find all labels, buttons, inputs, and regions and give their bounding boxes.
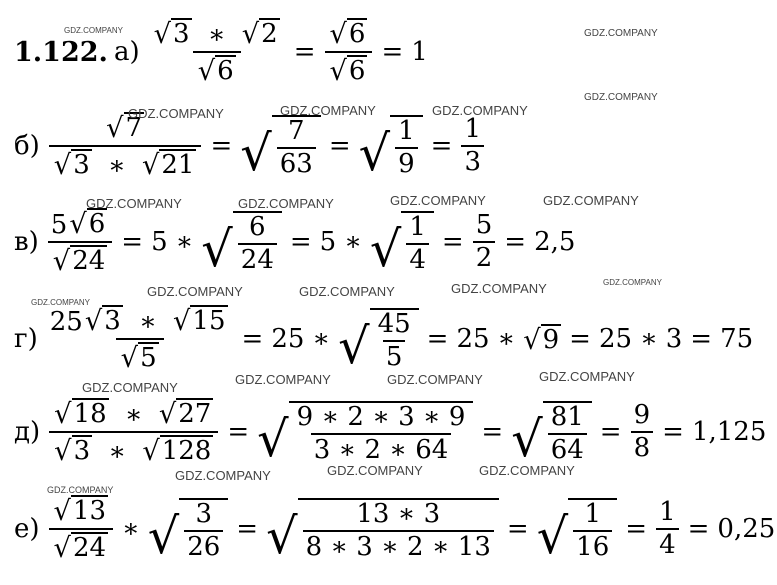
- row-e: е) √ 13 √ 24 ∗ √ $\frac{3}{26}$ = √ $\frac{13 ∗ 3}{8 ∗ 3 ∗ 2 ∗ 13}$ = √ $\frac{1}{16}$ = $\frac{1}{4}$ = 0,25: [14, 496, 776, 565]
- label-v: в): [14, 227, 39, 258]
- watermark: GDZ.COMPANY: [451, 281, 547, 296]
- fraction: √ 7 √ 3 ∗ √ 21: [49, 112, 202, 181]
- watermark: GDZ.COMPANY: [86, 196, 182, 211]
- fraction: 25 √ 3 ∗ √ 15 √ 5: [49, 306, 226, 375]
- watermark: GDZ.COMPANY: [238, 196, 334, 211]
- row-d: д) √ 18 ∗ √ 27 √ 3 ∗ √ 128 = √ $\frac{9 ∗ 2 ∗ 3 ∗ 9}{3 ∗ 2 ∗ 64}$ = √ $\frac{81}{64}$ = $\frac{9}{8}$ = 1,125: [14, 399, 767, 468]
- watermark: GDZ.COMPANY: [390, 193, 486, 208]
- watermark: GDZ.COMPANY: [31, 298, 90, 307]
- watermark: GDZ.COMPANY: [432, 103, 528, 118]
- fraction: 5 √ 6 √ 24: [48, 208, 113, 277]
- fraction: √ 3 ∗ √ 2 √ 6: [153, 19, 278, 88]
- problem-number: 1.122.: [14, 36, 108, 68]
- row-a: 1.122. а) √ 3 ∗ √ 2 √ 6 = √ 6 √ 6 = 1: [14, 19, 428, 88]
- watermark: GDZ.COMPANY: [387, 372, 483, 387]
- watermark: GDZ.COMPANY: [47, 485, 114, 495]
- result-e: 0,25: [717, 514, 776, 545]
- result-g: 75: [720, 324, 754, 355]
- result-a: 1: [411, 37, 428, 68]
- watermark: GDZ.COMPANY: [128, 106, 224, 121]
- label-d: д): [14, 417, 41, 448]
- sqrt: √ 3: [153, 19, 190, 50]
- watermark: GDZ.COMPANY: [584, 92, 658, 103]
- label-b: б): [14, 131, 40, 162]
- sqrt: √ 2: [241, 19, 278, 50]
- sqrt: √ $\frac{7}{63}$: [240, 115, 321, 179]
- watermark: GDZ.COMPANY: [584, 28, 658, 39]
- fraction: $\frac{1}{3}$: [461, 116, 484, 177]
- watermark: GDZ.COMPANY: [147, 284, 243, 299]
- sqrt: √ $\frac{1}{9}$: [359, 115, 423, 179]
- label-g: г): [14, 324, 38, 355]
- watermark: GDZ.COMPANY: [327, 463, 423, 478]
- sqrt: √ 6: [197, 56, 234, 88]
- watermark: GDZ.COMPANY: [603, 278, 662, 287]
- row-g: г) 25 √ 3 ∗ √ 15 √ 5 = 25 ∗ √ $\frac{45}{5}$ = 25 ∗ √ 9 = 25 ∗ 3 = 75: [14, 306, 754, 375]
- fraction: √ 13 √ 24: [49, 495, 114, 564]
- watermark: GDZ.COMPANY: [479, 463, 575, 478]
- row-v: в) 5 √ 6 √ 24 = 5 ∗ √ $\frac{6}{24}$ = 5 ∗ √ $\frac{1}{4}$ = $\frac{5}{2}$ = 2,5: [14, 209, 576, 278]
- row-b: б) √ 7 √ 3 ∗ √ 21 = √ $\frac{7}{63}$ = √ $\frac{1}{9}$ = $\frac{1}{3}$: [14, 112, 487, 181]
- label-e: е): [14, 514, 40, 545]
- watermark: GDZ.COMPANY: [235, 372, 331, 387]
- fraction: √ 18 ∗ √ 27 √ 3 ∗ √ 128: [49, 398, 218, 467]
- fraction: √ 6 √ 6: [325, 18, 373, 87]
- watermark: GDZ.COMPANY: [175, 468, 271, 483]
- watermark: GDZ.COMPANY: [82, 380, 178, 395]
- watermark: GDZ.COMPANY: [543, 193, 639, 208]
- result-v: 2,5: [534, 227, 576, 258]
- watermark: GDZ.COMPANY: [64, 26, 123, 35]
- watermark: GDZ.COMPANY: [280, 103, 376, 118]
- result-d: 1,125: [691, 417, 767, 448]
- watermark: GDZ.COMPANY: [299, 284, 395, 299]
- watermark: GDZ.COMPANY: [539, 369, 635, 384]
- label-a: а): [113, 37, 140, 68]
